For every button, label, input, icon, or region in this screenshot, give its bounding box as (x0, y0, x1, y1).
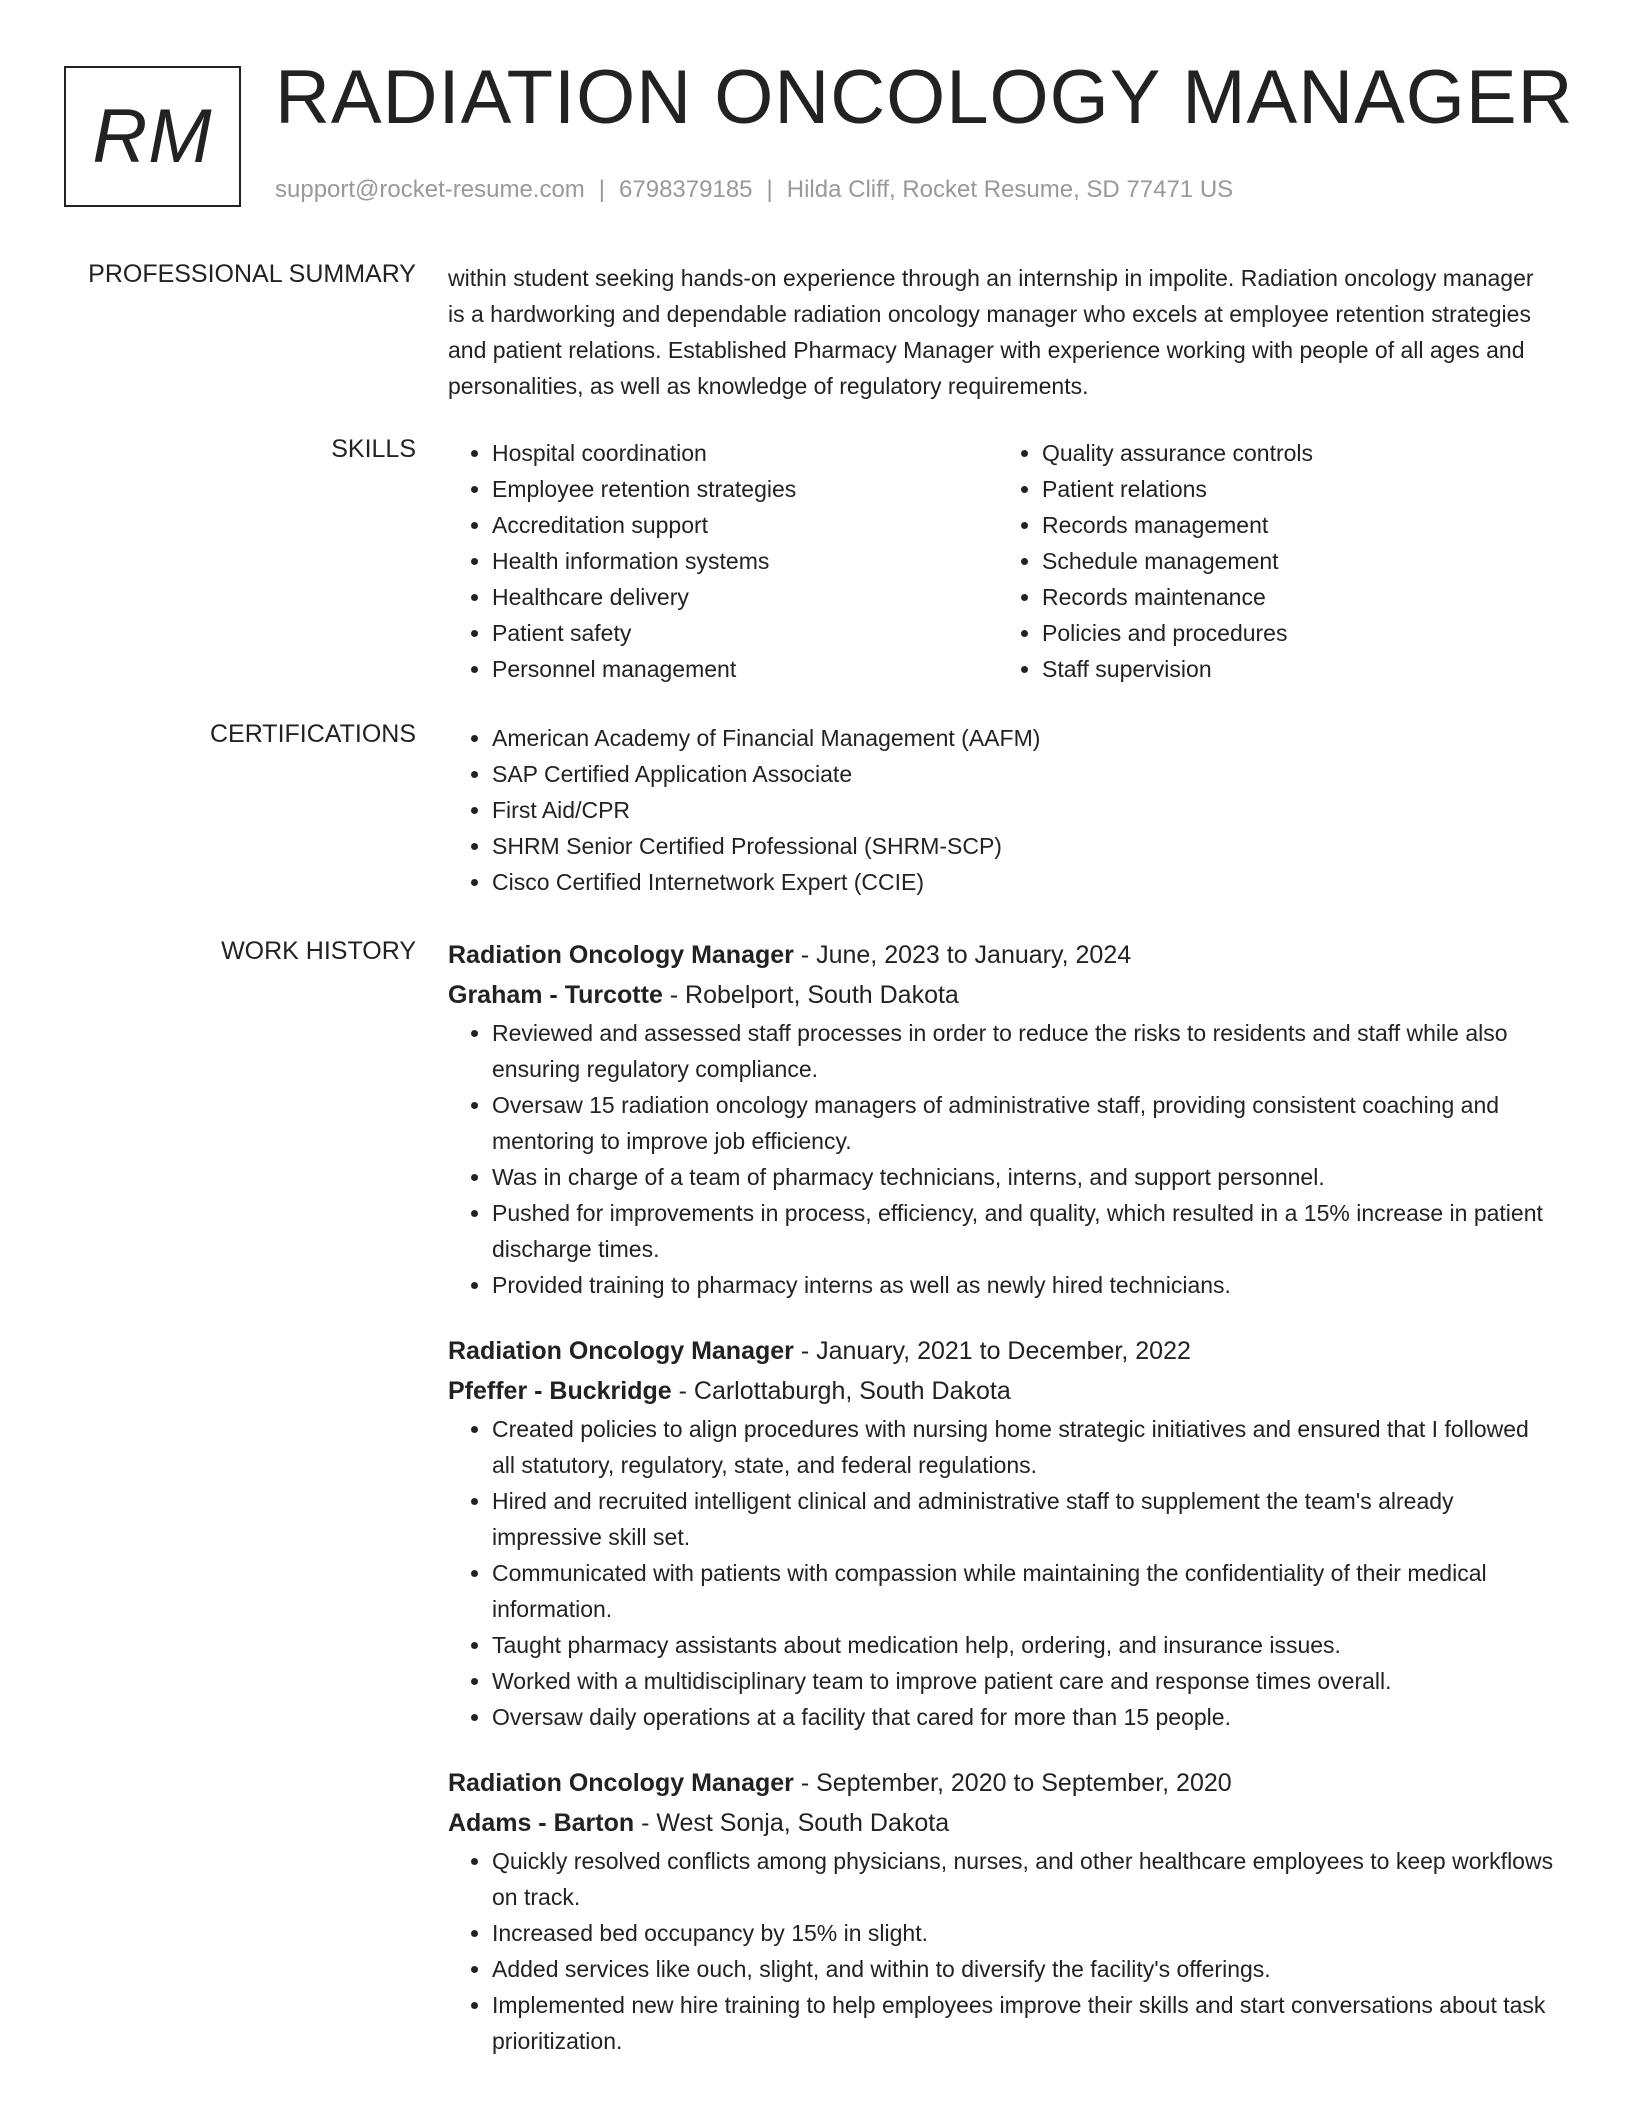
job-location: - West Sonja, South Dakota (634, 1809, 950, 1837)
skills-columns (448, 435, 1548, 687)
skill-item: • Quality assurance controls (1042, 435, 1548, 471)
skills-list-right (998, 435, 1548, 687)
contact-email[interactable]: support@rocket-resume.com (275, 176, 585, 203)
work-history-body (448, 935, 1558, 2087)
monogram-logo: RM (64, 66, 241, 207)
job-company-line (448, 975, 1558, 1015)
skill-item: • Patient safety (492, 615, 998, 651)
summary-body (448, 260, 1538, 404)
job-dates: - September, 2020 to September, 2020 (793, 1769, 1232, 1797)
skills-body (448, 435, 1548, 687)
certifications-list (448, 720, 1548, 900)
skill-item: • Hospital coordination (492, 435, 998, 471)
skill-item: • Personnel management (492, 651, 998, 687)
job-bullet: • Added services like ouch, slight, and within to diversify the facility's offerings. (492, 1951, 1558, 1987)
job-dates: - June, 2023 to January, 2024 (793, 941, 1132, 969)
certification-item: • First Aid/CPR (492, 792, 1548, 828)
skill-item: • Employee retention strategies (492, 471, 998, 507)
job-bullet: • Pushed for improvements in process, efficiency, and quality, which resulted in a 15% increase in patient discharge times. (492, 1195, 1558, 1267)
section-label-work-history: WORK HISTORY (221, 937, 416, 965)
job-bullet: • Reviewed and assessed staff processes in order to reduce the risks to residents and staff while also ensuring regulatory compliance. (492, 1015, 1558, 1087)
certification-item: • American Academy of Financial Management (AAFM) (492, 720, 1548, 756)
contact-address: Hilda Cliff, Rocket Resume, SD 77471 US (786, 176, 1234, 203)
job-bullet: • Implemented new hire training to help employees improve their skills and start conversations about task prioritization. (492, 1987, 1558, 2059)
job-entry (448, 1331, 1558, 1735)
job-entry (448, 1763, 1558, 2059)
job-title-line (448, 935, 1558, 975)
skill-item: • Records maintenance (1042, 579, 1548, 615)
job-title: Radiation Oncology Manager (448, 941, 794, 969)
contact-separator: | (598, 176, 606, 203)
job-company: Graham - Turcotte (448, 981, 663, 1009)
job-bullet-list (448, 1411, 1558, 1735)
job-company-line (448, 1371, 1558, 1411)
job-title-line (448, 1331, 1558, 1371)
job-bullet: • Increased bed occupancy by 15% in slight. (492, 1915, 1558, 1951)
job-company: Adams - Barton (448, 1809, 635, 1837)
section-label-certifications: CERTIFICATIONS (209, 720, 416, 748)
skill-item: • Staff supervision (1042, 651, 1548, 687)
job-bullet: • Hired and recruited intelligent clinical and administrative staff to supplement the team's already impressive skill set. (492, 1483, 1558, 1555)
section-label-skills: SKILLS (331, 435, 416, 463)
job-company-line (448, 1803, 1558, 1843)
job-bullet-list (448, 1843, 1558, 2059)
skill-item: • Accreditation support (492, 507, 998, 543)
job-bullet: • Communicated with patients with compassion while maintaining the confidentiality of their medical information. (492, 1555, 1558, 1627)
job-bullet: • Taught pharmacy assistants about medication help, ordering, and insurance issues. (492, 1627, 1558, 1663)
contact-separator: | (766, 176, 773, 203)
contact-phone[interactable]: 6798379185 (619, 176, 753, 203)
skills-list-left (448, 435, 998, 687)
skill-item: • Healthcare delivery (492, 579, 998, 615)
certification-item: • SAP Certified Application Associate (492, 756, 1548, 792)
job-entry (448, 935, 1558, 1303)
job-bullet-list (448, 1015, 1558, 1303)
job-bullet: • Provided training to pharmacy interns as well as newly hired technicians. (492, 1267, 1558, 1303)
page-title: RADIATION ONCOLOGY MANAGER (275, 55, 1574, 140)
job-title: Radiation Oncology Manager (448, 1769, 794, 1797)
certification-item: • Cisco Certified Internetwork Expert (CCIE) (492, 864, 1548, 900)
job-bullet: • Quickly resolved conflicts among physicians, nurses, and other healthcare employees to keep workflows on track. (492, 1843, 1558, 1915)
job-dates: - January, 2021 to December, 2022 (793, 1337, 1191, 1365)
skill-item: • Policies and procedures (1042, 615, 1548, 651)
job-bullet: • Was in charge of a team of pharmacy technicians, interns, and support personnel. (492, 1159, 1558, 1195)
job-title-line (448, 1763, 1558, 1803)
skill-item: • Patient relations (1042, 471, 1548, 507)
job-bullet: • Worked with a multidisciplinary team to improve patient care and response times overall. (492, 1663, 1558, 1699)
certifications-body (448, 720, 1548, 900)
summary-text: within student seeking hands-on experience through an internship in impolite. Radiation oncology manager is a hardworking and dependable radiation oncology manager who excels at employee retention strategies and patient relations. Established Pharmacy Manager with experience working with people of all ages and personalities, as well as knowledge of regulatory requirements. (448, 265, 1534, 399)
contact-line (275, 176, 1233, 204)
job-bullet: • Oversaw daily operations at a facility that cared for more than 15 people. (492, 1699, 1558, 1735)
section-label-summary: PROFESSIONAL SUMMARY (88, 260, 416, 288)
skill-item: • Records management (1042, 507, 1548, 543)
job-title: Radiation Oncology Manager (448, 1337, 794, 1365)
job-location: - Robelport, South Dakota (662, 981, 959, 1009)
skill-item: • Schedule management (1042, 543, 1548, 579)
job-location: - Carlottaburgh, South Dakota (671, 1377, 1011, 1405)
skill-item: • Health information systems (492, 543, 998, 579)
certification-item: • SHRM Senior Certified Professional (SHRM-SCP) (492, 828, 1548, 864)
job-bullet: • Created policies to align procedures with nursing home strategic initiatives and ensured that I followed all statutory, regulatory, state, and federal regulations. (492, 1411, 1558, 1483)
job-company: Pfeffer - Buckridge (448, 1377, 672, 1405)
job-bullet: • Oversaw 15 radiation oncology managers of administrative staff, providing consistent coaching and mentoring to improve job efficiency. (492, 1087, 1558, 1159)
